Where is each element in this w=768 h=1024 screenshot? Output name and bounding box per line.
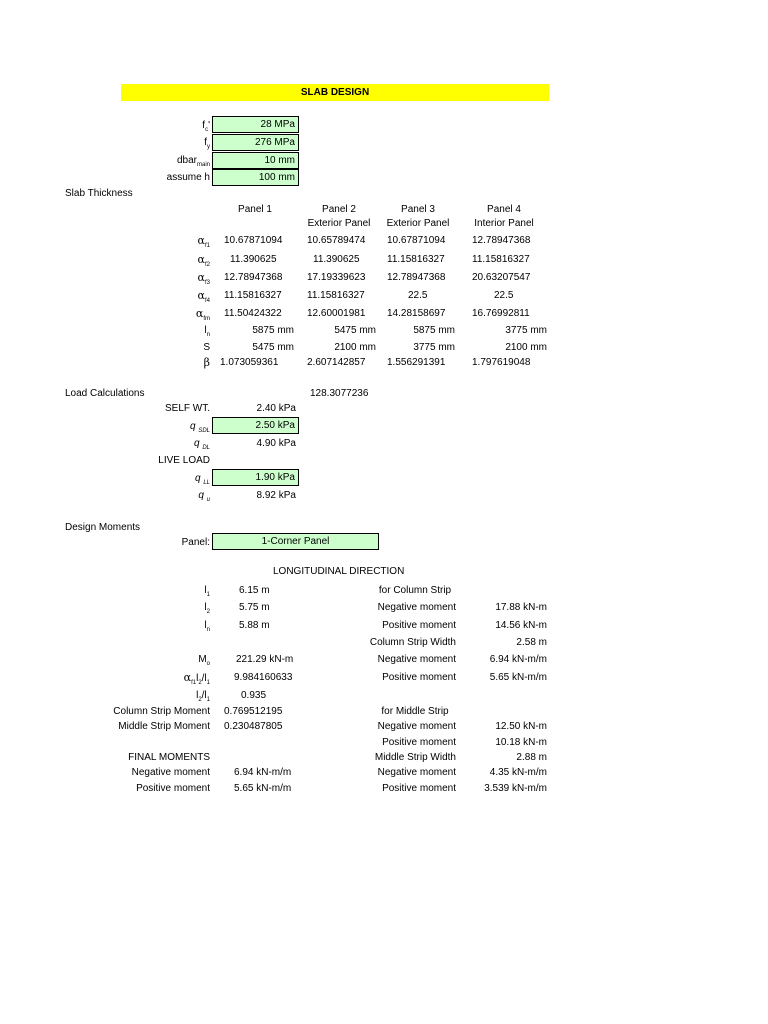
col-neg-label: Negative moment	[377, 602, 456, 613]
self-wt-label: SELF WT.	[164, 403, 210, 414]
l2-label: $l_2$	[204, 602, 210, 615]
cell: 3775 mm	[413, 342, 455, 353]
l1-value: 6.15 m	[239, 585, 270, 596]
page-title: SLAB DESIGN	[300, 87, 370, 98]
cell: 11.15816327	[472, 254, 530, 265]
design-moments-heading: Design Moments	[65, 522, 141, 533]
panel-3-header: Panel 3	[401, 204, 435, 215]
cell: 1.556291391	[387, 357, 446, 368]
mid-strip-header: for Middle Strip	[381, 706, 449, 717]
alpha-f3-label: $\alpha_{f3}$	[197, 271, 210, 286]
final-neg-value: 6.94 kN-m/m	[234, 767, 292, 778]
load-extra-value: 128.3077236	[310, 388, 369, 399]
cell: 10.67871094	[387, 235, 446, 246]
panel-2-type: Exterior Panel	[307, 218, 371, 229]
cell: 5475 mm	[252, 342, 294, 353]
final-pos-label: Positive moment	[136, 783, 210, 794]
cell: 1.797619048	[472, 357, 531, 368]
q-u-value: 8.92 kPa	[256, 490, 296, 501]
mid-neg-value: 12.50 kN-m	[495, 721, 547, 732]
mid-neg-m-value: 4.35 kN-m/m	[489, 767, 547, 778]
panel-select[interactable]: 1-Corner Panel	[212, 533, 379, 550]
mid-pos-m-label: Positive moment	[382, 783, 456, 794]
mid-neg-m-label: Negative moment	[377, 767, 456, 778]
col-pos-label: Positive moment	[382, 620, 456, 631]
fy-input[interactable]: 276 MPa	[212, 134, 299, 151]
final-neg-label: Negative moment	[131, 767, 210, 778]
slab-thickness-heading: Slab Thickness	[65, 188, 133, 199]
q-u-label: q $_u$	[198, 490, 210, 503]
fy-label: $f_y$	[204, 137, 210, 150]
cell: 5875 mm	[413, 325, 455, 336]
live-load-label: LIVE LOAD	[158, 455, 210, 466]
cell: 14.28158697	[387, 308, 446, 319]
cell: 2.607142857	[307, 357, 366, 368]
col-strip-moment-value: 0.769512195	[224, 706, 283, 717]
dbar-label: dbar$_{main}$	[176, 155, 210, 168]
cell: 12.78947368	[387, 272, 446, 283]
ratio2-value: 0.935	[241, 690, 267, 701]
col-pos-m-label: Positive moment	[382, 672, 456, 683]
s-label: S	[203, 342, 210, 353]
q-sdl-label: q $_{SDL}$	[189, 421, 210, 434]
cell: 5875 mm	[252, 325, 294, 336]
l1-label: $l_1$	[204, 585, 210, 598]
cell: 16.76992811	[472, 308, 530, 319]
cell: 5475 mm	[334, 325, 376, 336]
panel-4-type: Interior Panel	[474, 218, 534, 229]
cell: 3775 mm	[505, 325, 547, 336]
panel-4-header: Panel 4	[487, 204, 521, 215]
cell: 12.78947368	[224, 272, 283, 283]
alpha-f2-label: $\alpha_{f2}$	[197, 253, 210, 268]
col-neg-m-label: Negative moment	[377, 654, 456, 665]
l2-value: 5.75 m	[239, 602, 270, 613]
panel-2-header: Panel 2	[322, 204, 356, 215]
cell: 12.78947368	[472, 235, 531, 246]
beta-label: β	[203, 356, 210, 369]
cell: 17.19339623	[307, 272, 366, 283]
cell: 11.15816327	[387, 254, 445, 265]
q-sdl-input[interactable]: 2.50 kPa	[212, 417, 299, 434]
q-ll-input[interactable]: 1.90 kPa	[212, 469, 299, 486]
panel-label: Panel:	[181, 537, 210, 548]
h-label: assume h	[166, 172, 210, 183]
cell: 1.073059361	[220, 357, 279, 368]
h-input[interactable]: 100 mm	[212, 169, 299, 186]
panel-1-header: Panel 1	[238, 204, 272, 215]
final-pos-value: 5.65 kN-m/m	[234, 783, 292, 794]
fc-label: $f_c'$	[202, 120, 210, 133]
self-wt-value: 2.40 kPa	[256, 403, 296, 414]
q-dl-label: q $_{DL}$	[193, 438, 210, 451]
mid-pos-m-value: 3.539 kN-m/m	[484, 783, 547, 794]
q-ll-label: q $_{LL}$	[194, 473, 210, 486]
alpha-f1-label: $\alpha_{f1}$	[197, 234, 210, 249]
alpha-fm-label: $\alpha_{fm}$	[195, 307, 210, 322]
cell: 2100 mm	[505, 342, 547, 353]
mid-pos-value: 10.18 kN-m	[495, 737, 547, 748]
load-heading: Load Calculations	[65, 388, 145, 399]
col-strip-header: for Column Strip	[378, 585, 452, 596]
cell: 11.50424322	[224, 308, 282, 319]
ratio2-label: $l_2/l_1$	[196, 690, 210, 703]
cell: 20.63207547	[472, 272, 531, 283]
mo-label: $M_o$	[198, 654, 210, 667]
col-strip-moment-label: Column Strip Moment	[113, 706, 210, 717]
col-neg-m-value: 6.94 kN-m/m	[489, 654, 547, 665]
cell: 11.15816327	[307, 290, 365, 301]
mid-width-label: Middle Strip Width	[374, 752, 456, 763]
q-dl-value: 4.90 kPa	[256, 438, 296, 449]
cell: 22.5	[494, 290, 514, 301]
final-moments-label: FINAL MOMENTS	[128, 752, 210, 763]
cell: 22.5	[408, 290, 428, 301]
cell: 10.67871094	[224, 235, 283, 246]
cell: 11.390625	[230, 254, 277, 265]
direction-heading: LONGITUDINAL DIRECTION	[273, 566, 405, 577]
mid-pos-label: Positive moment	[382, 737, 456, 748]
col-pos-value: 14.56 kN-m	[495, 620, 547, 631]
col-neg-value: 17.88 kN-m	[495, 602, 547, 613]
mid-neg-label: Negative moment	[377, 721, 456, 732]
col-width-value: 2.58 m	[516, 637, 547, 648]
ln2-value: 5.88 m	[239, 620, 270, 631]
panel-3-type: Exterior Panel	[386, 218, 450, 229]
dbar-input[interactable]: 10 mm	[212, 152, 299, 169]
col-pos-m-value: 5.65 kN-m/m	[489, 672, 547, 683]
fc-input[interactable]: 28 MPa	[212, 116, 299, 133]
alpha-f4-label: $\alpha_{f4}$	[197, 289, 210, 304]
cell: 11.390625	[313, 254, 360, 265]
mo-value: 221.29 kN-m	[236, 654, 294, 665]
mid-strip-moment-value: 0.230487805	[224, 721, 283, 732]
col-width-label: Column Strip Width	[369, 637, 456, 648]
cell: 2100 mm	[334, 342, 376, 353]
ratio1-value: 9.984160633	[234, 672, 293, 683]
ratio1-label: $\alpha_{f1}l_2/l_1$	[183, 671, 210, 686]
ln-label: $l_n$	[204, 325, 210, 338]
ln2-label: $l_n$	[204, 620, 210, 633]
cell: 11.15816327	[224, 290, 282, 301]
cell: 10.65789474	[307, 235, 366, 246]
mid-width-value: 2.88 m	[516, 752, 547, 763]
mid-strip-moment-label: Middle Strip Moment	[118, 721, 210, 732]
cell: 12.60001981	[307, 308, 366, 319]
